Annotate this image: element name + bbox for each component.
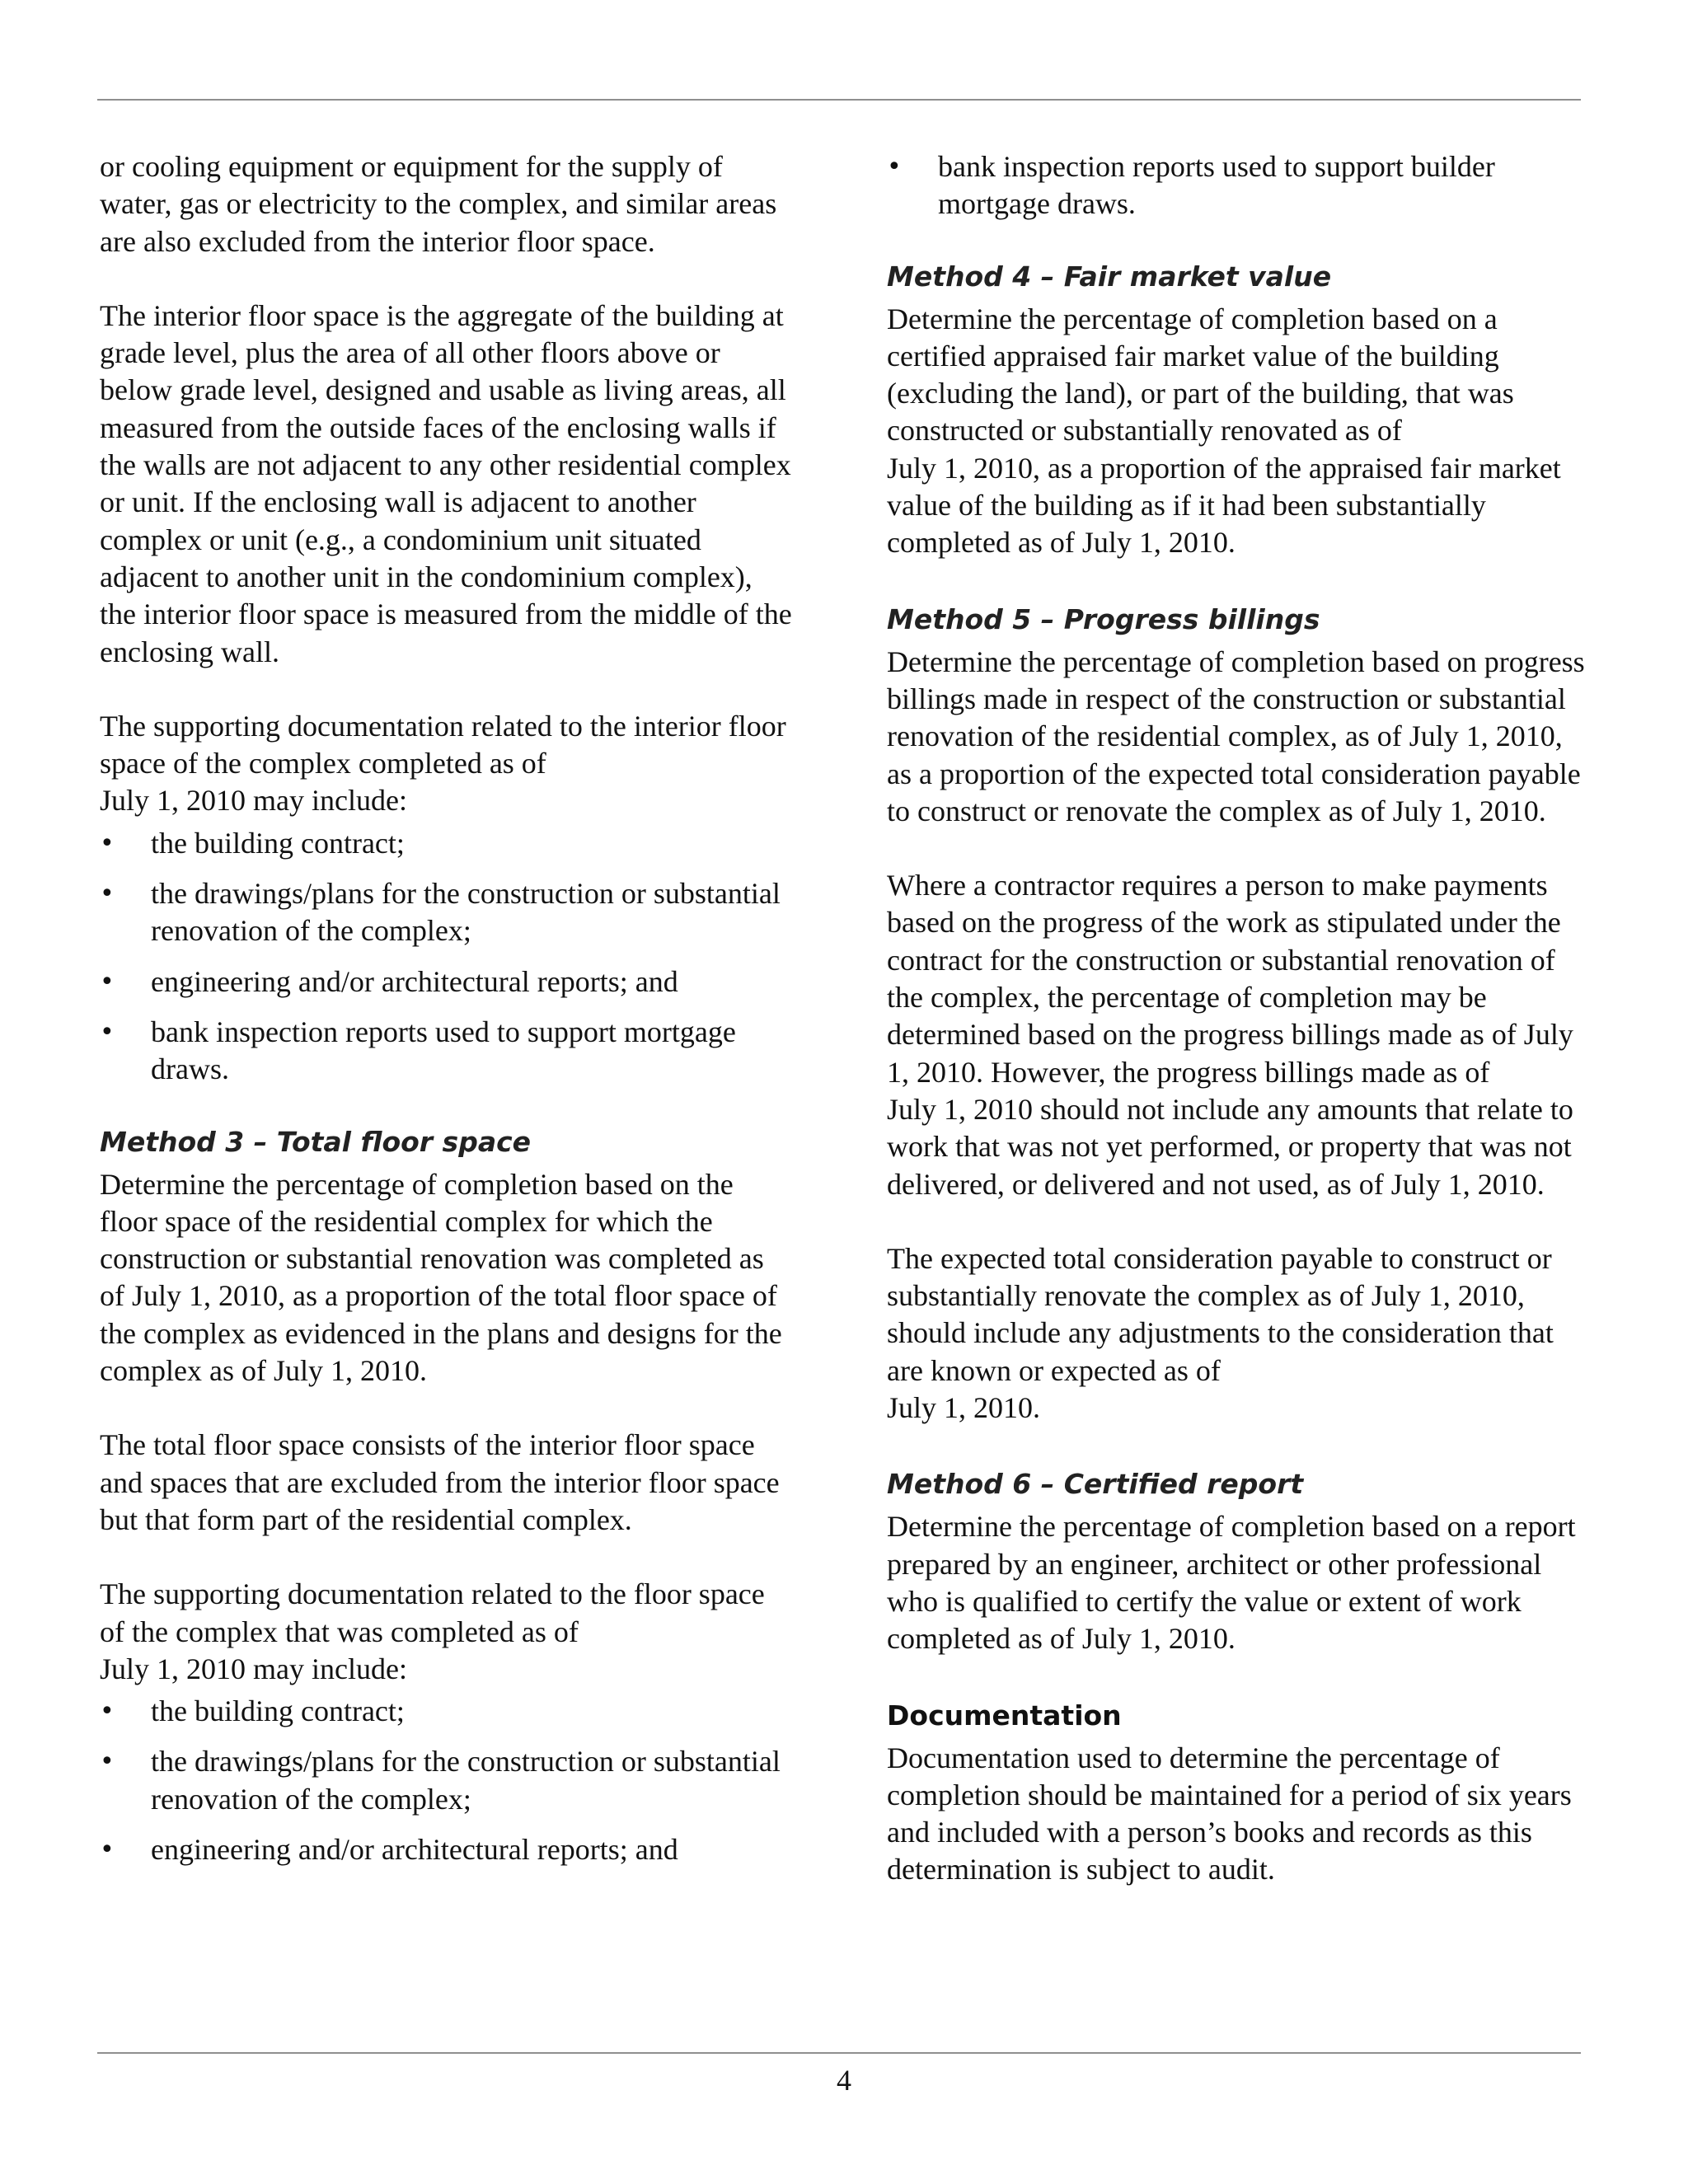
paragraph-text: The supporting documentation related to the floor space of the complex that was completed as of — [100, 1577, 765, 1648]
paragraph-text: Where a contractor requires a person to make payments based on the progress of the work as stipulated under the contract for the construction or substantial renovation of the complex, the percentage of completion may be determined based on the progress billings made as of July 1, 2010. However, the progress billings made as of — [887, 869, 1573, 1089]
footer-rule — [97, 2052, 1581, 2054]
list-item-text: the building contract; — [151, 1694, 405, 1728]
bullet-icon: • — [100, 967, 115, 996]
bullet-icon: • — [100, 1835, 115, 1864]
paragraph — [887, 301, 1587, 562]
list-item — [100, 1831, 792, 1868]
list-item — [100, 825, 792, 862]
paragraph-text: July 1, 2010 should not include any amounts that relate to work that was not yet performed, or property that was not delivered, or delivered and not used, as of July 1, 2010. — [887, 1092, 1573, 1201]
left-column — [100, 148, 792, 1882]
paragraph-text: July 1, 2010 may include: — [100, 1652, 407, 1685]
paragraph: Determine the percentage of completion based on a report prepared by an engineer, architect or other professional who is qualified to certify the value or extent of work completed as of July 1, 2010. — [887, 1510, 1576, 1656]
bullet-icon: • — [100, 1747, 115, 1777]
section-heading: Method 5 – Progress billings — [887, 602, 1320, 635]
list-item — [100, 1743, 792, 1818]
list-item-text: the drawings/plans for the construction or substantial renovation of the complex; — [151, 877, 781, 948]
paragraph — [100, 1576, 792, 1688]
page-number: 4 — [837, 2064, 851, 2097]
bullet-icon: • — [100, 828, 115, 858]
paragraph: The total floor space consists of the interior floor space and spaces that are excluded from the interior floor space but that form part of the residential complex. — [100, 1428, 780, 1536]
bullet-list — [100, 1693, 792, 1868]
paragraph-text: July 1, 2010 may include: — [100, 784, 407, 818]
paragraph — [100, 708, 792, 820]
list-item-text: the building contract; — [151, 826, 405, 860]
paragraph-text: Determine the percentage of completion based on a certified appraised fair market value of the building (excluding the land), or part of the building, that was constructed or substantially renovated as of — [887, 302, 1514, 448]
paragraph: Determine the percentage of completion based on progress billings made in respect of the construction or substantial renovation of the residential complex, as of July 1, 2010, as a proportion of the expected total consideration payable to construct or renovate the complex as of July 1, 2010. — [887, 644, 1585, 827]
right-column — [887, 148, 1587, 1889]
bullet-icon: • — [100, 1697, 115, 1727]
list-item-text: the drawings/plans for the construction or substantial renovation of the complex; — [151, 1745, 781, 1816]
paragraph-text: July 1, 2010. — [887, 1391, 1041, 1425]
paragraph: or cooling equipment or equipment for the supply of water, gas or electricity to the complex, and similar areas are also excluded from the interior floor space. — [100, 150, 777, 258]
paragraph: The interior floor space is the aggregate of the building at grade level, plus the area of all other floors above or below grade level, designed and usable as living areas, all measured from the outside faces of the enclosing walls if the walls are not adjacent to any other residential complex or unit. If the enclosing wall is adjacent to another complex or unit (e.g., a condominium unit situated adjacent to another unit in the condominium complex), the interior floor space is measured from the middle of the enclosing wall. — [100, 298, 792, 668]
section-heading: Documentation — [887, 1699, 1122, 1732]
list-item-text: engineering and/or architectural reports; and — [151, 1832, 678, 1866]
list-item — [100, 875, 792, 950]
paragraph: Determine the percentage of completion based on the floor space of the residential complex for which the construction or substantial renovation was completed as of July 1, 2010, as a proportion of the total floor space of the complex as evidenced in the plans and designs for the complex as of July 1, 2010. — [100, 1167, 782, 1388]
bullet-list — [100, 825, 792, 1089]
bullet-icon: • — [887, 152, 902, 181]
header-rule — [97, 99, 1581, 101]
list-item — [100, 963, 792, 1001]
bullet-icon: • — [100, 879, 115, 909]
list-item — [887, 148, 1587, 223]
section-heading: Method 4 – Fair market value — [887, 260, 1332, 293]
paragraph: Documentation used to determine the percentage of completion should be maintained for a period of six years and included with a person’s books and records as this determination is subject to audit. — [887, 1741, 1572, 1886]
bullet-icon: • — [100, 1017, 115, 1047]
paragraph-text: July 1, 2010, as a proportion of the appraised fair market value of the building as if it had been substantially completed as of July 1, 2010. — [887, 451, 1561, 560]
bullet-list — [887, 148, 1587, 223]
list-item — [100, 1014, 792, 1089]
section-heading: Method 3 – Total floor space — [100, 1125, 532, 1158]
list-item-text: bank inspection reports used to support mortgage draws. — [151, 1015, 736, 1086]
paragraph-text: The expected total consideration payable to construct or substantially renovate the complex as of July 1, 2010, should include any adjustments to the consideration that are known or expected as of — [887, 1241, 1554, 1387]
list-item-text: engineering and/or architectural reports; and — [151, 964, 678, 998]
paragraph-text: The supporting documentation related to the interior floor space of the complex completed as of — [100, 709, 786, 780]
paragraph — [887, 1240, 1587, 1427]
paragraph — [887, 867, 1587, 1203]
list-item-text: bank inspection reports used to support builder mortgage draws. — [938, 150, 1495, 221]
section-heading: Method 6 – Certified report — [887, 1468, 1304, 1501]
list-item — [100, 1693, 792, 1730]
